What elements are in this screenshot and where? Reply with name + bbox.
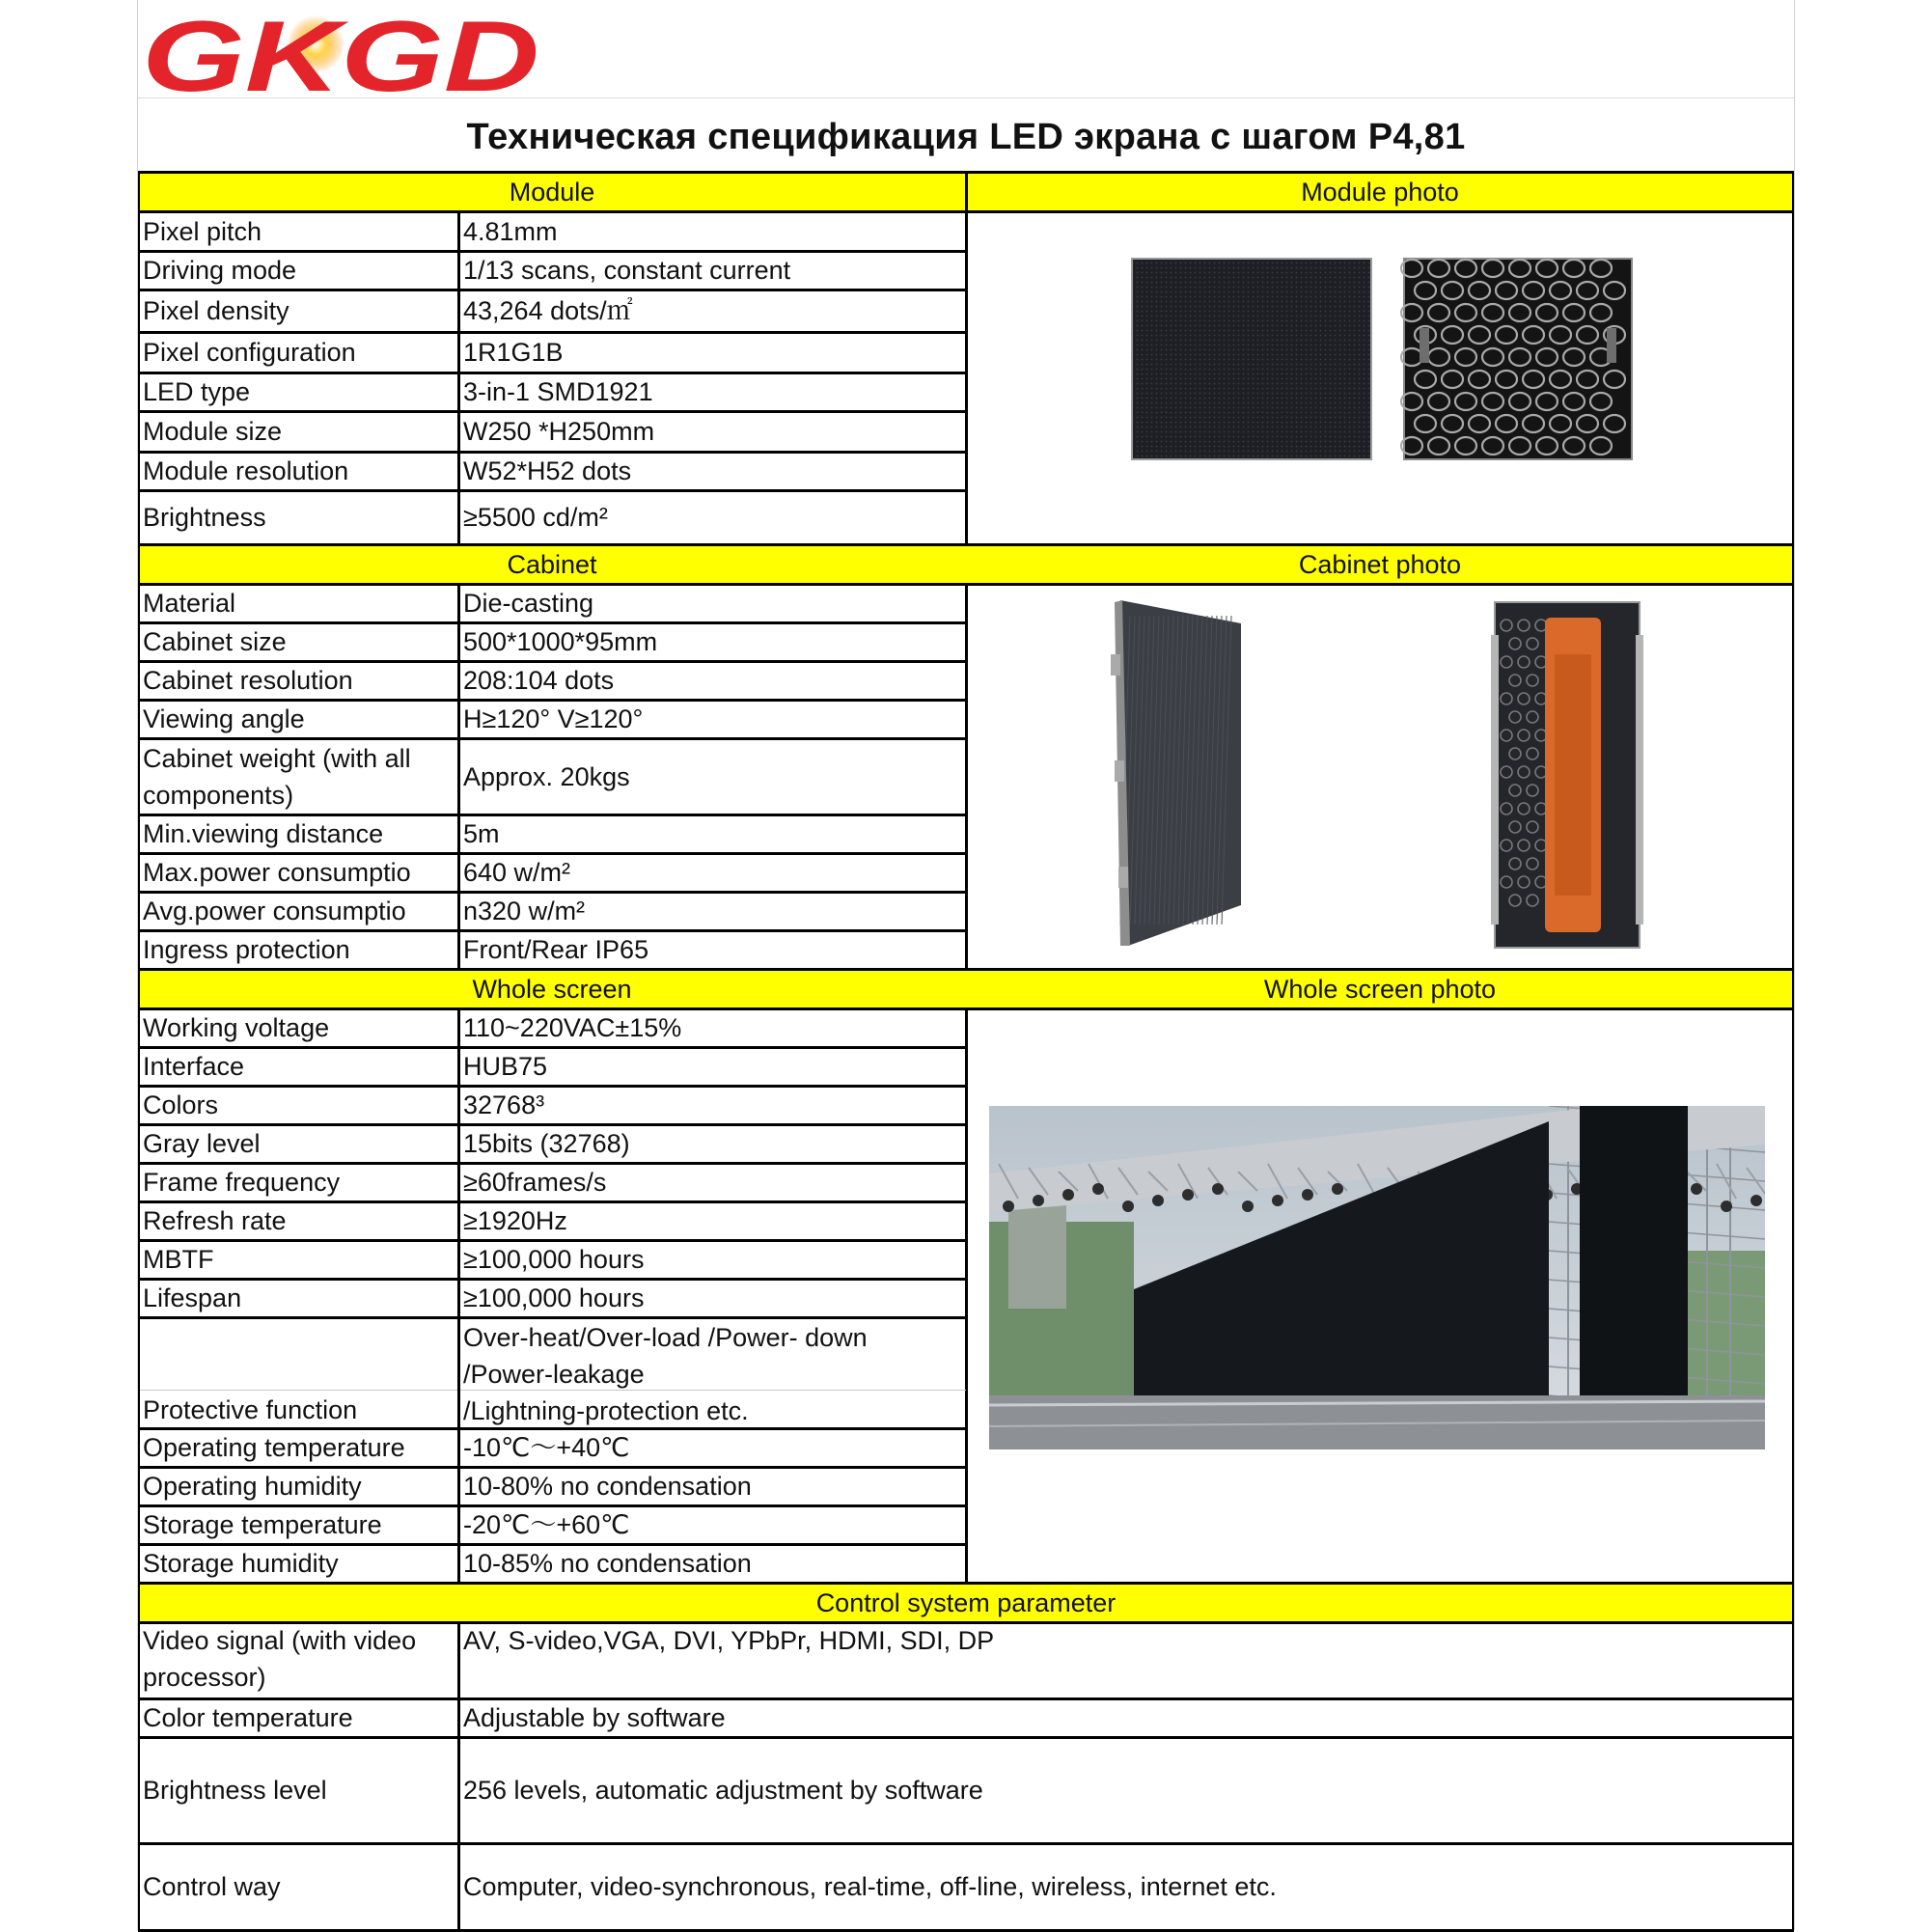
spec-label-text: Ingress protection (143, 935, 350, 964)
spec-value-text: 43,264 dots/㎡ (463, 296, 633, 325)
row-rule (138, 1316, 966, 1319)
whole-screen-header: Whole screen (472, 975, 632, 1004)
spec-label (138, 251, 458, 290)
spec-label-text: LED type (143, 377, 251, 406)
cabinet-photo (1091, 596, 1709, 953)
spec-value (458, 1201, 966, 1240)
row-rule (138, 1239, 966, 1242)
row-rule (138, 489, 966, 492)
spec-label (138, 892, 458, 930)
spec-label (138, 930, 458, 969)
spec-label-text: Avg.power consumptio (143, 897, 406, 925)
row-rule (138, 1504, 966, 1507)
spec-label (138, 1279, 458, 1317)
spec-value (458, 892, 966, 930)
spec-value-text: Front/Rear IP65 (463, 935, 649, 964)
spec-value-text: -10℃～+40℃ (463, 1433, 630, 1462)
spec-label (138, 290, 458, 332)
spec-value (458, 1008, 966, 1047)
spec-label (138, 1201, 458, 1240)
spec-label (138, 1124, 458, 1163)
faint-rule (138, 1390, 966, 1391)
row-rule (138, 1085, 966, 1088)
spec-label-text: Working voltage (143, 1013, 330, 1042)
spec-value-text: H≥120° V≥120° (463, 704, 644, 733)
row-rule (138, 929, 966, 932)
whole-screen-photo-header: Whole screen photo (1263, 975, 1497, 1004)
spec-label (138, 211, 458, 251)
spec-label-text: Lifespan (143, 1283, 242, 1312)
row-rule (138, 451, 966, 454)
column-rule (457, 584, 460, 969)
spec-value (458, 700, 966, 738)
spec-value-text: 5m (463, 819, 500, 848)
spec-label-text: Refresh rate (143, 1206, 287, 1235)
spec-label (138, 622, 458, 661)
spec-label-text: Frame frequency (143, 1168, 341, 1197)
row-rule (138, 1162, 966, 1165)
spec-label-text: Color temperature (143, 1703, 353, 1732)
spec-value-text: 256 levels, automatic adjustment by software (463, 1776, 983, 1805)
spec-value (458, 1467, 966, 1505)
spec-value (458, 1843, 1794, 1930)
row-rule (138, 621, 966, 624)
spec-label-text: Operating temperature (143, 1433, 405, 1462)
spec-value-text: HUB75 (463, 1052, 548, 1081)
spec-label (138, 490, 458, 544)
spec-value-multiline (458, 1319, 966, 1428)
spec-label (138, 1008, 458, 1047)
spec-value (458, 622, 966, 661)
row-rule (138, 891, 966, 894)
spec-label (138, 1467, 458, 1505)
spec-value (458, 1124, 966, 1163)
spec-value (458, 1428, 966, 1467)
spec-value (458, 1163, 966, 1201)
spec-label-text: Video signal (with video processor) (143, 1626, 417, 1692)
spec-label-text: Operating humidity (143, 1472, 362, 1501)
row-rule (138, 410, 966, 413)
spec-value (458, 411, 966, 452)
spec-label-text: MBTF (143, 1245, 214, 1274)
spec-label-text: Interface (143, 1052, 245, 1081)
column-rule (457, 211, 460, 544)
spec-label-text: Viewing angle (143, 704, 305, 733)
spec-label (138, 1240, 458, 1279)
spec-label-text: Colors (143, 1090, 219, 1119)
spec-value-text: 208:104 dots (463, 666, 615, 695)
spec-value (458, 490, 966, 544)
spec-label (138, 853, 458, 892)
spec-label (138, 1391, 458, 1428)
row-rule (138, 1466, 966, 1469)
spec-label (138, 332, 458, 373)
spec-value-text: ≥100,000 hours (463, 1283, 645, 1312)
spec-value (458, 373, 966, 411)
row-rule (138, 1201, 966, 1203)
spec-label-text: Min.viewing distance (143, 819, 384, 848)
spec-label-text: Pixel pitch (143, 216, 262, 246)
spec-label (138, 1086, 458, 1124)
row-rule (138, 1427, 966, 1430)
row-rule (138, 737, 966, 740)
spec-value (458, 1086, 966, 1124)
gkgd-logo (140, 8, 545, 100)
spec-value (458, 853, 966, 892)
column-rule (138, 172, 140, 1930)
spec-value (458, 1698, 1794, 1737)
spec-value-text: 110~220VAC±15% (463, 1013, 682, 1042)
spec-value-text: ≥5500 cd/m² (463, 503, 608, 532)
cabinet-header: Cabinet (507, 550, 597, 579)
spec-label (138, 738, 458, 814)
spec-value-text: -20℃～+60℃ (463, 1510, 630, 1539)
spec-value (458, 452, 966, 490)
spec-label (138, 584, 458, 622)
spec-value (458, 1240, 966, 1279)
module-photo (1130, 251, 1670, 463)
column-rule (457, 1008, 460, 1583)
spec-value (458, 1279, 966, 1317)
column-rule (457, 1622, 460, 1930)
spec-value-text: n320 w/m² (463, 897, 586, 925)
spec-label (138, 411, 458, 452)
spec-value (458, 661, 966, 700)
spec-label (138, 1622, 458, 1698)
row-rule (138, 1123, 966, 1126)
spec-label (138, 1737, 458, 1843)
spec-label-text: Cabinet weight (with all components) (143, 743, 411, 810)
spec-value-text: Die-casting (463, 589, 594, 618)
spec-value-text: W250 *H250mm (463, 417, 655, 446)
row-rule (138, 1046, 966, 1049)
spec-value (458, 1047, 966, 1086)
spec-value-text: W52*H52 dots (463, 456, 632, 485)
spec-label (138, 700, 458, 738)
spec-value-text: 640 w/m² (463, 858, 571, 887)
spec-value-line: /Lightning-protection etc. (463, 1396, 749, 1425)
spec-value (458, 1544, 966, 1583)
module-photo-header: Module photo (1301, 178, 1459, 207)
spec-label-text: Module size (143, 417, 283, 446)
spec-value-text: AV, S-video,VGA, DVI, YPbPr, HDMI, SDI, DP (463, 1626, 995, 1655)
spec-value-line: /Power-leakage (463, 1360, 645, 1389)
spec-value-line: Over-heat/Over-load /Power- down (463, 1323, 868, 1352)
spec-label-text: Cabinet size (143, 627, 287, 656)
spec-label-text: Control way (143, 1872, 281, 1901)
spec-value-text: 1R1G1B (463, 338, 564, 367)
spec-label-text: Module resolution (143, 456, 349, 485)
spec-value-text: 15bits (32768) (463, 1129, 630, 1158)
spec-value-text: Adjustable by software (463, 1703, 726, 1732)
row-rule (138, 852, 966, 855)
spec-label (138, 1047, 458, 1086)
spec-label-text: Storage temperature (143, 1510, 382, 1539)
row-rule (138, 1278, 966, 1281)
svg-text:GKGD: GKGD (142, 8, 539, 100)
spec-value (458, 290, 966, 332)
whole-screen-photo (989, 1106, 1765, 1449)
spec-label-text: Driving mode (143, 256, 297, 285)
spec-value (458, 1622, 1794, 1698)
spec-label-text: Material (143, 589, 236, 618)
spec-label-text: Protective function (143, 1394, 358, 1424)
spec-value (458, 1737, 1794, 1843)
spec-label (138, 1428, 458, 1467)
spec-label (138, 1505, 458, 1544)
row-rule (138, 660, 966, 663)
spec-value-text: ≥1920Hz (463, 1206, 567, 1235)
spec-label (138, 1698, 458, 1737)
spec-value-text: 1/13 scans, constant current (463, 256, 791, 285)
row-rule (138, 1543, 966, 1546)
spec-value-text: 3-in-1 SMD1921 (463, 377, 653, 406)
row-rule (138, 372, 966, 374)
spec-label (138, 452, 458, 490)
spec-label (138, 1163, 458, 1201)
spec-value-text: ≥60frames/s (463, 1168, 607, 1197)
spec-value (458, 814, 966, 853)
module-header: Module (509, 178, 595, 207)
cabinet-photo-header: Cabinet photo (1298, 550, 1462, 579)
spec-label-text: Gray level (143, 1129, 261, 1158)
row-rule (138, 699, 966, 702)
spec-label (138, 373, 458, 411)
spec-label (138, 1843, 458, 1930)
spec-value (458, 738, 966, 814)
spec-value (458, 332, 966, 373)
spec-label-text: Brightness (143, 503, 266, 532)
spec-label-text: Max.power consumptio (143, 858, 411, 887)
document-title: Техническая спецификация LED экрана с шагом P4,81 (466, 117, 1466, 157)
spec-value-text: ≥100,000 hours (463, 1245, 645, 1274)
spec-value-text: 32768³ (463, 1090, 545, 1119)
spec-label-text: Pixel density (143, 296, 290, 325)
row-rule (138, 814, 966, 816)
spec-label (138, 814, 458, 853)
spec-label-text: Storage humidity (143, 1549, 339, 1578)
spec-label (138, 1544, 458, 1583)
spec-value-text: 4.81mm (463, 216, 558, 246)
row-rule (138, 331, 966, 334)
spec-label-text: Brightness level (143, 1776, 327, 1805)
spec-label (138, 661, 458, 700)
spec-label-text: Pixel configuration (143, 338, 356, 367)
spec-value-text: 500*1000*95mm (463, 627, 658, 656)
spec-label-text: Cabinet resolution (143, 666, 353, 695)
spec-value (458, 930, 966, 969)
row-rule (138, 289, 966, 291)
spec-value-text: Approx. 20kgs (463, 761, 630, 791)
row-rule (138, 250, 966, 253)
column-rule (1792, 172, 1794, 1930)
spec-value (458, 584, 966, 622)
spec-value-text: Computer, video-synchronous, real-time, off-line, wireless, internet etc. (463, 1872, 1277, 1901)
spec-sheet (137, 0, 1795, 1930)
spec-value-text: 10-80% no condensation (463, 1472, 752, 1501)
control-header: Control system parameter (815, 1588, 1117, 1617)
spec-value (458, 211, 966, 251)
spec-table (138, 172, 1794, 1930)
spec-value-text: 10-85% no condensation (463, 1549, 752, 1578)
spec-value (458, 251, 966, 290)
spec-value (458, 1505, 966, 1544)
